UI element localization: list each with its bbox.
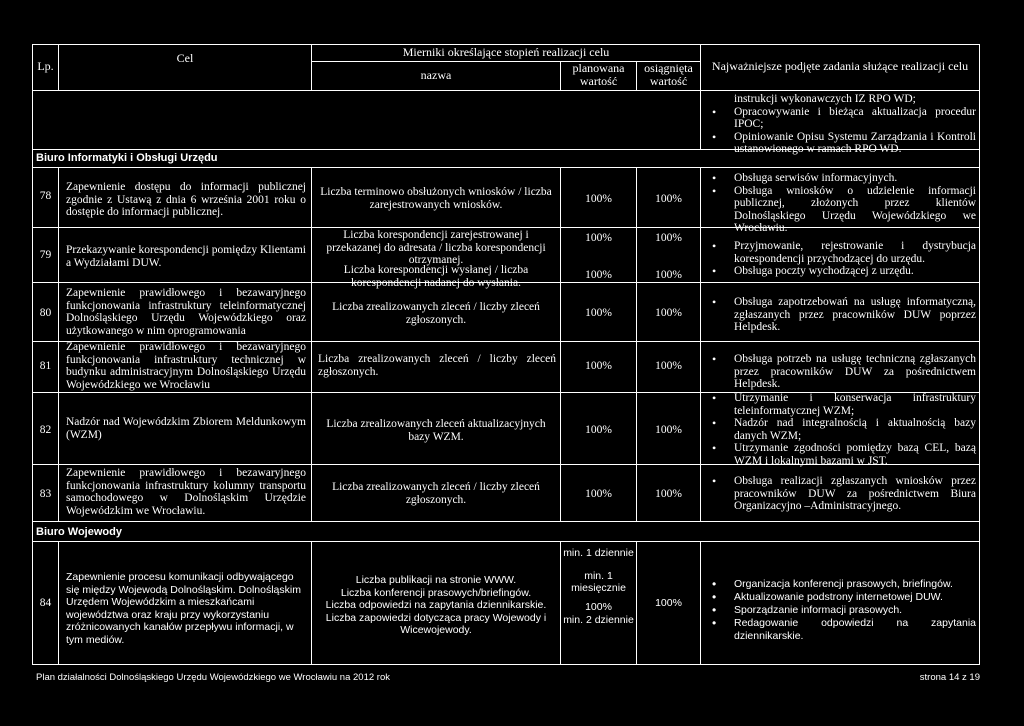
miernik-item: Liczba zapowiedzi dotycząca pracy Wojewody i Wicewojewody. bbox=[325, 611, 547, 636]
row-plan: 100% bbox=[585, 360, 612, 372]
row-tasks bbox=[708, 578, 976, 643]
header-cel: Cel bbox=[176, 51, 194, 65]
list-item: • Obsługa serwisów informacyjnych. bbox=[708, 172, 976, 185]
row-osiag-2: 100% bbox=[655, 269, 682, 281]
list-item: • Sporządzanie informacji prasowych. bbox=[708, 604, 976, 617]
list-item: • Aktualizowanie podstrony internetowej DUW. bbox=[708, 591, 976, 604]
row-osiag: 100% bbox=[655, 360, 682, 372]
header-planowana: planowana wartość bbox=[572, 61, 625, 88]
row-miernik: Liczba zrealizowanych zleceń / liczby zleceń zgłoszonych. bbox=[318, 353, 556, 378]
row-tasks bbox=[708, 475, 976, 513]
list-item: • Nadzór nad integralnością i aktualnością bazy danych WZM; bbox=[708, 417, 976, 442]
plan-item: min. 1 miesięcznie bbox=[571, 569, 626, 594]
row-lp: 80 bbox=[39, 307, 52, 319]
list-item: • Opiniowanie Opisu Systemu Zarządzania i Kontroli ustanowionego w ramach RPO WD. bbox=[708, 131, 976, 156]
header-zadania: Najważniejsze podjęte zadania służące realizacji celu bbox=[711, 59, 969, 73]
row-osiag: 100% bbox=[655, 424, 682, 436]
miernik-item: Liczba publikacji na stronie WWW. bbox=[355, 574, 517, 586]
list-item: • Utrzymanie zgodności pomiędzy bazą CEL, bazą WZM i lokalnymi bazami w JST. bbox=[708, 442, 976, 467]
row-osiag: 100% bbox=[655, 307, 682, 319]
list-item: • Organizacja konferencji prasowych, briefingów. bbox=[708, 578, 976, 591]
row-osiag: 100% bbox=[655, 597, 682, 609]
list-item: • Utrzymanie i konserwacja infrastruktury teleinformatycznej WZM; bbox=[708, 392, 976, 417]
row-plan-2: 100% bbox=[585, 269, 612, 281]
miernik-item: Liczba konferencji prasowych/briefingów. bbox=[340, 586, 532, 599]
list-item: • Redagowanie odpowiedzi na zapytania dziennikarskie. bbox=[708, 617, 976, 643]
row-plan: 100% bbox=[585, 488, 612, 500]
row-lp: 84 bbox=[39, 597, 52, 609]
row-plan: 100% bbox=[585, 307, 612, 319]
row-cel: Zapewnienie prawidłowego i bezawaryjnego funkcjonowania infrastruktury kolumny transportu samochodowego w Dolnośląskim Urzędzie Wojewódzkim we Wrocławiu. bbox=[66, 467, 306, 517]
section-title-informatyka: Biuro Informatyki i Obsługi Urzędu bbox=[36, 152, 218, 164]
row-cel: Przekazywanie korespondencji pomiędzy Klientami a Wydziałami DUW. bbox=[66, 244, 306, 269]
row-plan: 100% bbox=[585, 424, 612, 436]
row-tasks bbox=[708, 353, 976, 391]
list-item: • Przyjmowanie, rejestrowanie i dystrybucja korespondencji przychodzącej do urzędu. bbox=[708, 240, 976, 265]
header-osiagnieta: osiągnięta wartość bbox=[644, 61, 693, 88]
row-osiag-1: 100% bbox=[655, 232, 682, 244]
row-lp: 78 bbox=[39, 190, 52, 202]
row-tasks bbox=[708, 296, 976, 334]
header-lp: Lp. bbox=[37, 59, 54, 73]
footer-page-number: strona 14 z 19 bbox=[919, 672, 980, 683]
row-cel: Zapewnienie procesu komunikacji odbywającego się między Wojewodą Dolnośląskim. Dolnośląskim Urzędem Wojewódzkim a mieszkańcami województwa oraz kraju przy wykorzystaniu zróżnicowanych kanałów przepływu informacji, w tym mediów. bbox=[66, 571, 301, 646]
row-lp: 83 bbox=[39, 488, 52, 500]
row-lp: 81 bbox=[39, 360, 52, 372]
list-item: • Obsługa poczty wychodzącej z urzędu. bbox=[708, 265, 976, 278]
row-plans bbox=[561, 547, 636, 627]
list-item: • Obsługa wniosków o udzielenie informacji publicznej, złożonych przez klientów Dolnośląskiego Urzędu Wojewódzkiego we Wrocławiu. bbox=[708, 185, 976, 235]
row-lp: 79 bbox=[39, 249, 52, 261]
task-continuation: instrukcji wykonawczych IZ RPO WD; bbox=[734, 93, 916, 105]
plan-item: 100% bbox=[585, 600, 612, 613]
row-tasks bbox=[708, 392, 976, 467]
list-item: • Obsługa realizacji zgłaszanych wniosków przez pracowników DUW za pośrednictwem Biura Organizacyjno –Administracyjnego. bbox=[708, 475, 976, 513]
row-plan: 100% bbox=[585, 193, 612, 205]
row-cel: Zapewnienie prawidłowego i bezawaryjnego funkcjonowania infrastruktury technicznej w budynku administracyjnym Dolnośląskiego Urzędu Wojewódzkiego we Wrocławiu bbox=[66, 341, 306, 391]
list-item: • Obsługa zapotrzebowań na usługę informatyczną, zgłaszanych przez pracowników DUW poprzez Helpdesk. bbox=[708, 296, 976, 334]
row-tasks bbox=[708, 172, 976, 235]
row-miernik-2: Liczba korespondencji wysłanej / liczba korespondencji nadanej do wysłania. bbox=[343, 264, 529, 289]
row-cel: Zapewnienie prawidłowego i bezawaryjnego funkcjonowania infrastruktury teleinformatycznej Dolnośląskiego Urzędu Wojewódzkiego oraz użytkowanego w nim oprogramowania bbox=[66, 287, 306, 337]
row-osiag: 100% bbox=[655, 488, 682, 500]
row-miernik: Liczba zrealizowanych zleceń / liczby zleceń zgłoszonych. bbox=[332, 301, 540, 326]
footer-document-title: Plan działalności Dolnośląskiego Urzędu Wojewódzkiego we Wrocławiu na 2012 rok bbox=[36, 672, 390, 683]
miernik-item: Liczba odpowiedzi na zapytania dziennikarskie. bbox=[325, 599, 547, 611]
list-item: • Obsługa potrzeb na usługę techniczną zgłaszanych przez pracowników DUW za pośrednictwem Helpdesk. bbox=[708, 353, 976, 391]
row-miernik: Liczba zrealizowanych zleceń / liczby zleceń zgłoszonych. bbox=[332, 481, 540, 506]
row-lp: 82 bbox=[39, 424, 52, 436]
section-title-wojewody: Biuro Wojewody bbox=[36, 526, 122, 538]
top-tasks bbox=[708, 93, 976, 156]
row-cel: Nadzór nad Wojewódzkim Zbiorem Meldunkowym (WZM) bbox=[66, 416, 306, 441]
header-nazwa: nazwa bbox=[420, 68, 452, 82]
row-mierniki bbox=[316, 574, 556, 637]
row-miernik: Liczba zrealizowanych zleceń aktualizacyjnych bazy WZM. bbox=[326, 418, 546, 443]
row-tasks bbox=[708, 240, 976, 278]
plan-item: min. 1 dziennie bbox=[563, 547, 634, 559]
row-miernik: Liczba terminowo obsłużonych wniosków / liczba zarejestrowanych wniosków. bbox=[320, 186, 552, 211]
list-item: • Opracowywanie i bieżąca aktualizacja procedur IPOC; bbox=[708, 106, 976, 131]
plan-item: min. 2 dziennie bbox=[563, 614, 634, 626]
row-miernik-1: Liczba korespondencji zarejestrowanej i przekazanej do adresata / liczba korespondencji otrzymanej. bbox=[326, 229, 546, 266]
row-osiag: 100% bbox=[655, 193, 682, 205]
header-mierniki: Mierniki określające stopień realizacji celu bbox=[402, 45, 610, 59]
row-cel: Zapewnienie dostępu do informacji publicznej zgodnie z Ustawą z dnia 6 września 2001 roku o dostępie do informacji publicznej. bbox=[66, 181, 306, 218]
row-plan-1: 100% bbox=[585, 232, 612, 244]
